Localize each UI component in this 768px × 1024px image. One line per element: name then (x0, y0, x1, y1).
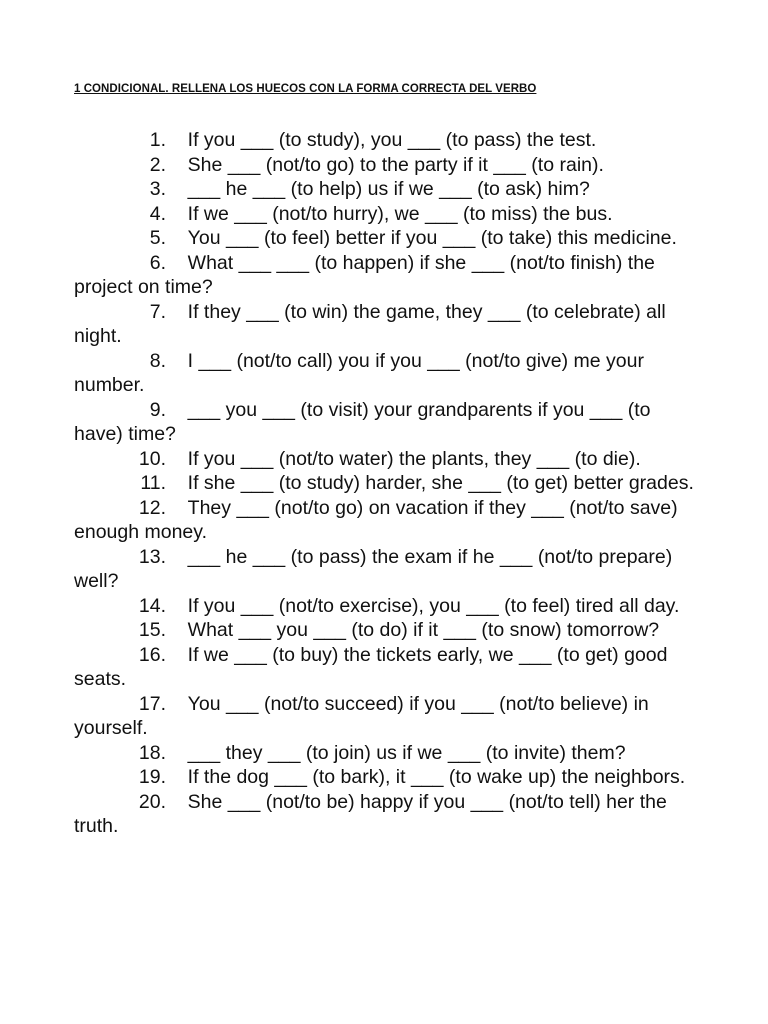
exercise-text: If you ___ (not/to water) the plants, they ___ (to die). (187, 447, 641, 470)
exercise-item (74, 643, 704, 692)
exercise-item (74, 349, 704, 398)
exercise-text: She ___ (not/to go) to the party if it ___ (to rain). (187, 153, 604, 176)
exercise-number: 6. (149, 251, 166, 274)
exercise-item (74, 765, 704, 790)
exercise-number: 10. (138, 447, 166, 470)
exercise-item (74, 471, 704, 496)
exercise-item (74, 447, 704, 472)
exercise-text: She ___ (not/to be) happy if you ___ (not/to tell) her the truth. (74, 790, 667, 837)
exercise-text: If you ___ (to study), you ___ (to pass) the test. (187, 129, 597, 151)
exercise-number: 8. (149, 349, 166, 372)
exercise-text: I ___ (not/to call) you if you ___ (not/to give) me your number. (74, 349, 644, 396)
exercise-item (74, 300, 704, 349)
exercise-item (74, 594, 704, 619)
exercise-number: 20. (138, 790, 166, 813)
exercise-text: ___ they ___ (to join) us if we ___ (to invite) them? (187, 741, 626, 764)
exercise-number: 4. (149, 202, 166, 225)
exercise-item (74, 741, 704, 766)
exercise-text: If we ___ (to buy) the tickets early, we ___ (to get) good seats. (74, 643, 668, 690)
exercise-item (74, 153, 704, 178)
exercise-number: 2. (149, 153, 166, 176)
exercise-text: If the dog ___ (to bark), it ___ (to wake up) the neighbors. (187, 766, 686, 788)
exercise-item (74, 618, 704, 643)
exercise-item (74, 128, 704, 153)
exercise-text: You ___ (to feel) better if you ___ (to take) this medicine. (187, 227, 677, 249)
exercise-number: 19. (138, 766, 166, 788)
exercise-text: ___ he ___ (to help) us if we ___ (to ask) him? (187, 178, 590, 200)
exercise-text: If she ___ (to study) harder, she ___ (to get) better grades. (187, 472, 694, 494)
exercise-list (74, 128, 704, 839)
exercise-item (74, 398, 704, 447)
exercise-text: If we ___ (not/to hurry), we ___ (to miss) the bus. (187, 202, 613, 225)
exercise-number: 17. (138, 692, 166, 715)
exercise-text: If you ___ (not/to exercise), you ___ (to feel) tired all day. (187, 594, 680, 617)
exercise-number: 15. (138, 619, 166, 641)
exercise-text: You ___ (not/to succeed) if you ___ (not/to believe) in yourself. (74, 692, 649, 739)
exercise-number: 11. (140, 472, 166, 494)
exercise-number: 9. (149, 398, 166, 421)
exercise-item (74, 177, 704, 202)
exercise-item (74, 692, 704, 741)
exercise-number: 14. (138, 594, 166, 617)
exercise-item (74, 202, 704, 227)
exercise-text: If they ___ (to win) the game, they ___ (to celebrate) all night. (74, 300, 666, 347)
exercise-number: 16. (138, 643, 166, 666)
exercise-item (74, 251, 704, 300)
exercise-number: 7. (149, 300, 166, 323)
exercise-text: They ___ (not/to go) on vacation if they ___ (not/to save) enough money. (74, 496, 678, 543)
exercise-text: ___ you ___ (to visit) your grandparents if you ___ (to have) time? (74, 398, 651, 445)
exercise-item (74, 790, 704, 839)
exercise-text: What ___ you ___ (to do) if it ___ (to snow) tomorrow? (187, 619, 660, 641)
worksheet-heading: 1 CONDICIONAL. RELLENA LOS HUECOS CON LA FORMA CORRECTA DEL VERBO (74, 83, 537, 95)
exercise-item (74, 545, 704, 594)
exercise-number: 1. (149, 129, 166, 151)
exercise-number: 18. (138, 741, 166, 764)
exercise-number: 3. (149, 178, 166, 200)
exercise-text: ___ he ___ (to pass) the exam if he ___ (not/to prepare) well? (74, 545, 673, 592)
exercise-number: 5. (149, 227, 166, 249)
exercise-item (74, 226, 704, 251)
exercise-number: 12. (138, 496, 166, 519)
exercise-text: What ___ ___ (to happen) if she ___ (not/to finish) the project on time? (74, 251, 655, 298)
exercise-item (74, 496, 704, 545)
exercise-number: 13. (138, 545, 166, 568)
